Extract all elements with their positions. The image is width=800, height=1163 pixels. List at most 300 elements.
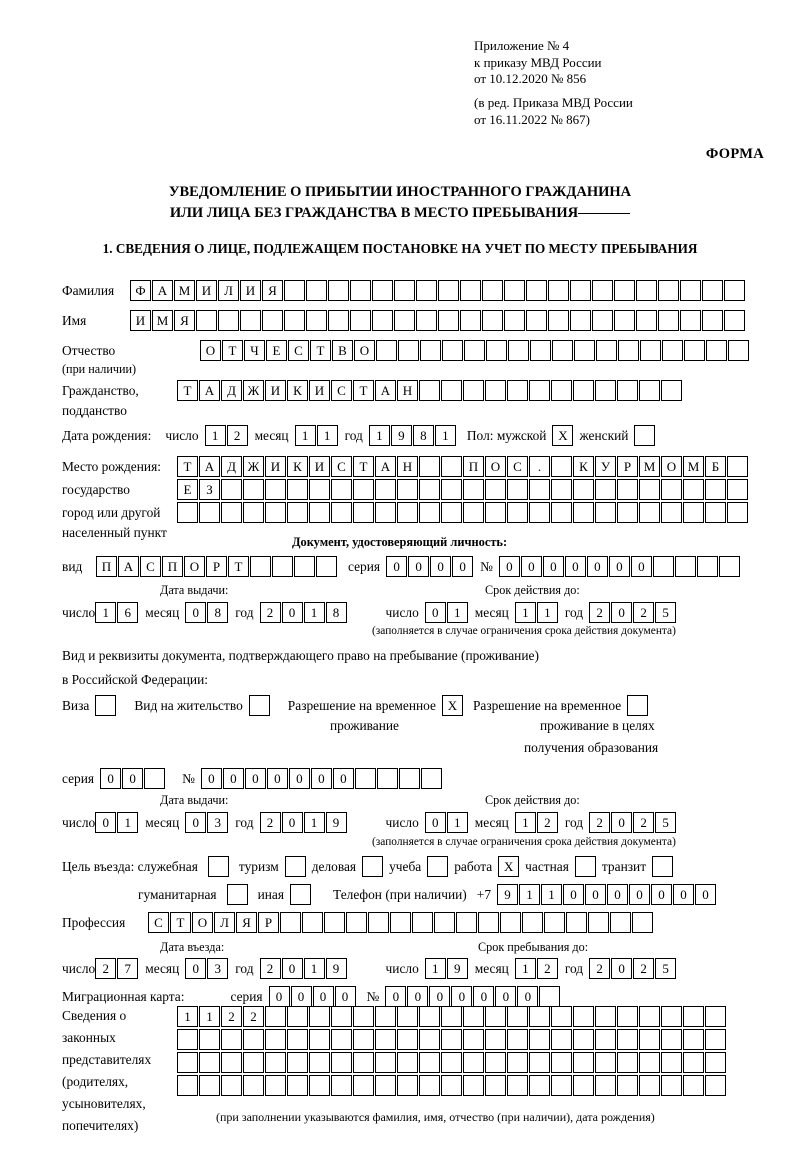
char-box[interactable] — [485, 1029, 506, 1050]
char-box[interactable] — [640, 340, 661, 361]
char-box[interactable] — [485, 502, 506, 523]
citizenship-input[interactable] — [177, 380, 683, 401]
char-box[interactable]: В — [332, 340, 353, 361]
char-box[interactable]: 8 — [207, 602, 228, 623]
char-box[interactable]: М — [683, 456, 704, 477]
char-box[interactable]: И — [309, 380, 330, 401]
char-box[interactable]: 0 — [269, 986, 290, 1007]
char-box[interactable] — [529, 1029, 550, 1050]
char-box[interactable] — [617, 1075, 638, 1096]
char-box[interactable]: 2 — [537, 958, 558, 979]
char-box[interactable] — [399, 768, 420, 789]
char-box[interactable]: Ж — [243, 456, 264, 477]
char-box[interactable] — [394, 280, 415, 301]
char-box[interactable]: 0 — [495, 986, 516, 1007]
char-box[interactable] — [463, 502, 484, 523]
char-box[interactable] — [309, 1006, 330, 1027]
char-box[interactable] — [397, 1029, 418, 1050]
char-box[interactable]: Я — [236, 912, 257, 933]
char-box[interactable] — [331, 502, 352, 523]
char-box[interactable]: 3 — [207, 812, 228, 833]
char-box[interactable] — [573, 380, 594, 401]
char-box[interactable] — [551, 1075, 572, 1096]
char-box[interactable] — [441, 1052, 462, 1073]
char-box[interactable] — [221, 1075, 242, 1096]
char-box[interactable] — [353, 502, 374, 523]
char-box[interactable] — [376, 340, 397, 361]
char-box[interactable]: 5 — [655, 602, 676, 623]
char-box[interactable]: Р — [617, 456, 638, 477]
birthplace-line-3-input[interactable] — [177, 502, 749, 523]
char-box[interactable] — [419, 1029, 440, 1050]
char-box[interactable] — [287, 1006, 308, 1027]
char-box[interactable]: 0 — [609, 556, 630, 577]
char-box[interactable] — [372, 280, 393, 301]
char-box[interactable]: О — [192, 912, 213, 933]
char-box[interactable]: Н — [397, 380, 418, 401]
char-box[interactable] — [419, 1052, 440, 1073]
char-box[interactable] — [595, 380, 616, 401]
char-box[interactable] — [377, 768, 398, 789]
char-box[interactable] — [507, 1029, 528, 1050]
entry-month-input[interactable] — [185, 958, 229, 979]
char-box[interactable] — [570, 280, 591, 301]
char-box[interactable]: 2 — [221, 1006, 242, 1027]
char-box[interactable] — [552, 340, 573, 361]
char-box[interactable] — [441, 1029, 462, 1050]
char-box[interactable]: И — [130, 310, 151, 331]
char-box[interactable]: 0 — [100, 768, 121, 789]
char-box[interactable] — [442, 340, 463, 361]
char-box[interactable] — [639, 1052, 660, 1073]
identity-valid-day-input[interactable] — [425, 602, 469, 623]
char-box[interactable]: 0 — [611, 958, 632, 979]
legal-rep-input-1[interactable] — [177, 1006, 727, 1027]
char-box[interactable]: 2 — [260, 958, 281, 979]
char-box[interactable] — [438, 310, 459, 331]
char-box[interactable] — [199, 1052, 220, 1073]
char-box[interactable] — [419, 380, 440, 401]
identity-issue-month-input[interactable] — [185, 602, 229, 623]
char-box[interactable] — [397, 1052, 418, 1073]
char-box[interactable]: 0 — [451, 986, 472, 1007]
char-box[interactable] — [661, 380, 682, 401]
char-box[interactable] — [284, 310, 305, 331]
char-box[interactable]: 0 — [473, 986, 494, 1007]
char-box[interactable] — [727, 502, 748, 523]
char-box[interactable] — [265, 479, 286, 500]
char-box[interactable] — [419, 1075, 440, 1096]
char-box[interactable]: Я — [174, 310, 195, 331]
visa-checkbox[interactable] — [95, 695, 116, 716]
char-box[interactable] — [243, 502, 264, 523]
char-box[interactable] — [592, 310, 613, 331]
char-box[interactable]: 7 — [117, 958, 138, 979]
char-box[interactable] — [463, 1075, 484, 1096]
char-box[interactable] — [412, 912, 433, 933]
char-box[interactable] — [705, 1075, 726, 1096]
char-box[interactable]: А — [199, 380, 220, 401]
char-box[interactable] — [262, 310, 283, 331]
char-box[interactable] — [544, 912, 565, 933]
char-box[interactable]: 0 — [452, 556, 473, 577]
char-box[interactable] — [551, 456, 572, 477]
birth-month-input[interactable] — [295, 425, 339, 446]
char-box[interactable] — [727, 479, 748, 500]
char-box[interactable]: 0 — [289, 768, 310, 789]
char-box[interactable] — [397, 479, 418, 500]
char-box[interactable] — [618, 340, 639, 361]
char-box[interactable]: 2 — [633, 812, 654, 833]
char-box[interactable]: 0 — [563, 884, 584, 905]
char-box[interactable]: Е — [177, 479, 198, 500]
char-box[interactable]: С — [331, 456, 352, 477]
char-box[interactable] — [617, 1029, 638, 1050]
identity-doc-series-input[interactable] — [386, 556, 474, 577]
legal-rep-input-4[interactable] — [177, 1075, 727, 1096]
char-box[interactable]: Д — [221, 380, 242, 401]
purpose-private-checkbox[interactable] — [575, 856, 596, 877]
char-box[interactable]: 0 — [386, 556, 407, 577]
char-box[interactable] — [522, 912, 543, 933]
char-box[interactable] — [478, 912, 499, 933]
char-box[interactable] — [504, 310, 525, 331]
char-box[interactable] — [705, 1052, 726, 1073]
char-box[interactable] — [548, 280, 569, 301]
char-box[interactable] — [265, 1052, 286, 1073]
identity-issue-year-input[interactable] — [260, 602, 348, 623]
char-box[interactable] — [573, 1006, 594, 1027]
char-box[interactable]: 0 — [185, 602, 206, 623]
char-box[interactable] — [529, 1052, 550, 1073]
char-box[interactable]: 0 — [565, 556, 586, 577]
char-box[interactable] — [551, 479, 572, 500]
char-box[interactable]: 8 — [413, 425, 434, 446]
char-box[interactable]: О — [184, 556, 205, 577]
char-box[interactable]: 0 — [517, 986, 538, 1007]
char-box[interactable]: Н — [397, 456, 418, 477]
char-box[interactable] — [706, 340, 727, 361]
char-box[interactable] — [551, 380, 572, 401]
char-box[interactable] — [394, 310, 415, 331]
char-box[interactable] — [485, 479, 506, 500]
char-box[interactable] — [306, 310, 327, 331]
char-box[interactable] — [287, 1029, 308, 1050]
char-box[interactable]: 0 — [95, 812, 116, 833]
char-box[interactable]: 0 — [629, 884, 650, 905]
char-box[interactable] — [617, 479, 638, 500]
char-box[interactable] — [614, 280, 635, 301]
char-box[interactable]: 0 — [695, 884, 716, 905]
char-box[interactable]: 1 — [425, 958, 446, 979]
char-box[interactable] — [309, 1052, 330, 1073]
char-box[interactable] — [573, 1075, 594, 1096]
char-box[interactable]: О — [354, 340, 375, 361]
char-box[interactable]: 0 — [282, 958, 303, 979]
birth-year-input[interactable] — [369, 425, 457, 446]
char-box[interactable] — [375, 1029, 396, 1050]
char-box[interactable] — [595, 1029, 616, 1050]
char-box[interactable] — [355, 768, 376, 789]
legal-rep-input-3[interactable] — [177, 1052, 727, 1073]
char-box[interactable]: О — [485, 456, 506, 477]
char-box[interactable] — [438, 280, 459, 301]
char-box[interactable] — [661, 1029, 682, 1050]
stay-doc-series-input[interactable] — [100, 768, 166, 789]
char-box[interactable] — [592, 280, 613, 301]
char-box[interactable] — [353, 1006, 374, 1027]
char-box[interactable]: С — [288, 340, 309, 361]
char-box[interactable] — [661, 1075, 682, 1096]
char-box[interactable] — [416, 280, 437, 301]
stay-doc-number-input[interactable] — [201, 768, 443, 789]
char-box[interactable] — [574, 340, 595, 361]
char-box[interactable] — [697, 556, 718, 577]
char-box[interactable]: И — [265, 380, 286, 401]
char-box[interactable]: М — [639, 456, 660, 477]
char-box[interactable]: 0 — [291, 986, 312, 1007]
char-box[interactable]: 0 — [335, 986, 356, 1007]
edu-residence-checkbox[interactable] — [627, 695, 648, 716]
char-box[interactable] — [588, 912, 609, 933]
char-box[interactable]: 0 — [499, 556, 520, 577]
char-box[interactable] — [353, 479, 374, 500]
name-input[interactable] — [130, 310, 746, 331]
char-box[interactable] — [596, 340, 617, 361]
char-box[interactable] — [662, 340, 683, 361]
char-box[interactable] — [507, 1006, 528, 1027]
char-box[interactable] — [702, 310, 723, 331]
char-box[interactable]: 0 — [408, 556, 429, 577]
residence-permit-checkbox[interactable] — [249, 695, 270, 716]
purpose-study-checkbox[interactable] — [427, 856, 448, 877]
char-box[interactable] — [221, 1052, 242, 1073]
stay-valid-day-input[interactable] — [425, 812, 469, 833]
char-box[interactable] — [526, 310, 547, 331]
char-box[interactable]: 0 — [429, 986, 450, 1007]
char-box[interactable]: 0 — [185, 812, 206, 833]
char-box[interactable] — [221, 1029, 242, 1050]
char-box[interactable] — [375, 1006, 396, 1027]
char-box[interactable] — [328, 310, 349, 331]
char-box[interactable] — [441, 1075, 462, 1096]
char-box[interactable] — [683, 1052, 704, 1073]
stay-issue-day-input[interactable] — [95, 812, 139, 833]
char-box[interactable] — [632, 912, 653, 933]
char-box[interactable] — [287, 1075, 308, 1096]
purpose-work-checkbox[interactable]: Х — [498, 856, 519, 877]
char-box[interactable]: Ж — [243, 380, 264, 401]
char-box[interactable] — [331, 1006, 352, 1027]
char-box[interactable] — [306, 280, 327, 301]
char-box[interactable]: 1 — [295, 425, 316, 446]
identity-doc-type-input[interactable] — [96, 556, 338, 577]
char-box[interactable]: 0 — [585, 884, 606, 905]
char-box[interactable]: А — [152, 280, 173, 301]
char-box[interactable]: 2 — [243, 1006, 264, 1027]
char-box[interactable] — [375, 1052, 396, 1073]
char-box[interactable] — [265, 1006, 286, 1027]
char-box[interactable]: М — [152, 310, 173, 331]
char-box[interactable]: Е — [266, 340, 287, 361]
char-box[interactable] — [397, 502, 418, 523]
purpose-business-checkbox[interactable] — [362, 856, 383, 877]
char-box[interactable]: 0 — [333, 768, 354, 789]
purpose-humanitarian-checkbox[interactable] — [227, 884, 248, 905]
char-box[interactable]: Т — [228, 556, 249, 577]
char-box[interactable]: 0 — [673, 884, 694, 905]
char-box[interactable]: 9 — [326, 812, 347, 833]
temp-residence-checkbox[interactable]: Х — [442, 695, 463, 716]
char-box[interactable]: 0 — [282, 602, 303, 623]
char-box[interactable]: 5 — [655, 812, 676, 833]
char-box[interactable] — [464, 340, 485, 361]
char-box[interactable]: Ф — [130, 280, 151, 301]
char-box[interactable] — [617, 502, 638, 523]
char-box[interactable] — [482, 310, 503, 331]
char-box[interactable]: К — [573, 456, 594, 477]
char-box[interactable] — [573, 1052, 594, 1073]
char-box[interactable] — [526, 280, 547, 301]
char-box[interactable] — [486, 340, 507, 361]
char-box[interactable] — [199, 502, 220, 523]
char-box[interactable] — [177, 1029, 198, 1050]
char-box[interactable] — [218, 310, 239, 331]
char-box[interactable] — [684, 340, 705, 361]
char-box[interactable] — [482, 280, 503, 301]
char-box[interactable] — [658, 310, 679, 331]
char-box[interactable] — [397, 1075, 418, 1096]
char-box[interactable] — [287, 1052, 308, 1073]
char-box[interactable] — [653, 556, 674, 577]
char-box[interactable]: А — [375, 380, 396, 401]
char-box[interactable]: 0 — [311, 768, 332, 789]
char-box[interactable] — [500, 912, 521, 933]
char-box[interactable]: 0 — [313, 986, 334, 1007]
char-box[interactable]: С — [148, 912, 169, 933]
char-box[interactable]: 1 — [95, 602, 116, 623]
char-box[interactable]: С — [331, 380, 352, 401]
char-box[interactable]: 0 — [425, 812, 446, 833]
char-box[interactable]: Т — [177, 380, 198, 401]
char-box[interactable] — [610, 912, 631, 933]
char-box[interactable]: 0 — [223, 768, 244, 789]
char-box[interactable]: 1 — [515, 812, 536, 833]
char-box[interactable] — [177, 502, 198, 523]
char-box[interactable] — [177, 1075, 198, 1096]
char-box[interactable]: О — [200, 340, 221, 361]
char-box[interactable] — [243, 1075, 264, 1096]
stay-until-year-input[interactable] — [589, 958, 677, 979]
char-box[interactable]: 1 — [199, 1006, 220, 1027]
char-box[interactable] — [397, 1006, 418, 1027]
char-box[interactable] — [639, 1029, 660, 1050]
char-box[interactable] — [353, 1075, 374, 1096]
char-box[interactable] — [353, 1052, 374, 1073]
char-box[interactable]: 1 — [541, 884, 562, 905]
char-box[interactable] — [199, 1075, 220, 1096]
char-box[interactable] — [221, 479, 242, 500]
char-box[interactable] — [287, 479, 308, 500]
char-box[interactable]: Я — [262, 280, 283, 301]
identity-valid-year-input[interactable] — [589, 602, 677, 623]
char-box[interactable]: Д — [221, 456, 242, 477]
char-box[interactable] — [658, 280, 679, 301]
char-box[interactable] — [529, 380, 550, 401]
char-box[interactable]: А — [118, 556, 139, 577]
char-box[interactable]: 1 — [304, 958, 325, 979]
char-box[interactable]: 3 — [207, 958, 228, 979]
entry-day-input[interactable] — [95, 958, 139, 979]
char-box[interactable]: М — [174, 280, 195, 301]
stay-until-day-input[interactable] — [425, 958, 469, 979]
char-box[interactable]: 2 — [633, 602, 654, 623]
char-box[interactable] — [595, 479, 616, 500]
char-box[interactable] — [566, 912, 587, 933]
char-box[interactable]: К — [287, 380, 308, 401]
char-box[interactable] — [636, 310, 657, 331]
char-box[interactable]: З — [199, 479, 220, 500]
char-box[interactable] — [460, 280, 481, 301]
legal-rep-input-2[interactable] — [177, 1029, 727, 1050]
char-box[interactable]: А — [375, 456, 396, 477]
char-box[interactable] — [573, 479, 594, 500]
char-box[interactable] — [573, 1029, 594, 1050]
char-box[interactable]: Р — [258, 912, 279, 933]
char-box[interactable] — [551, 1029, 572, 1050]
identity-doc-number-input[interactable] — [499, 556, 741, 577]
purpose-service-checkbox[interactable] — [208, 856, 229, 877]
char-box[interactable]: 0 — [543, 556, 564, 577]
char-box[interactable]: С — [507, 456, 528, 477]
char-box[interactable] — [265, 502, 286, 523]
char-box[interactable] — [661, 479, 682, 500]
char-box[interactable] — [250, 556, 271, 577]
char-box[interactable]: И — [309, 456, 330, 477]
char-box[interactable] — [548, 310, 569, 331]
char-box[interactable] — [595, 1075, 616, 1096]
char-box[interactable]: 0 — [430, 556, 451, 577]
char-box[interactable] — [595, 1052, 616, 1073]
char-box[interactable]: 2 — [589, 602, 610, 623]
char-box[interactable] — [507, 479, 528, 500]
char-box[interactable] — [272, 556, 293, 577]
char-box[interactable] — [368, 912, 389, 933]
char-box[interactable]: 0 — [282, 812, 303, 833]
char-box[interactable]: 9 — [326, 958, 347, 979]
char-box[interactable] — [705, 502, 726, 523]
char-box[interactable]: 0 — [651, 884, 672, 905]
purpose-transit-checkbox[interactable] — [652, 856, 673, 877]
char-box[interactable]: 0 — [201, 768, 222, 789]
char-box[interactable]: 1 — [447, 812, 468, 833]
char-box[interactable]: О — [661, 456, 682, 477]
char-box[interactable]: Б — [705, 456, 726, 477]
char-box[interactable] — [551, 1006, 572, 1027]
char-box[interactable] — [595, 502, 616, 523]
char-box[interactable] — [463, 1006, 484, 1027]
char-box[interactable] — [441, 502, 462, 523]
char-box[interactable] — [419, 479, 440, 500]
char-box[interactable]: 1 — [447, 602, 468, 623]
char-box[interactable] — [419, 502, 440, 523]
char-box[interactable] — [507, 380, 528, 401]
char-box[interactable] — [287, 502, 308, 523]
char-box[interactable]: Ч — [244, 340, 265, 361]
char-box[interactable]: 0 — [407, 986, 428, 1007]
char-box[interactable] — [639, 502, 660, 523]
char-box[interactable]: 1 — [435, 425, 456, 446]
